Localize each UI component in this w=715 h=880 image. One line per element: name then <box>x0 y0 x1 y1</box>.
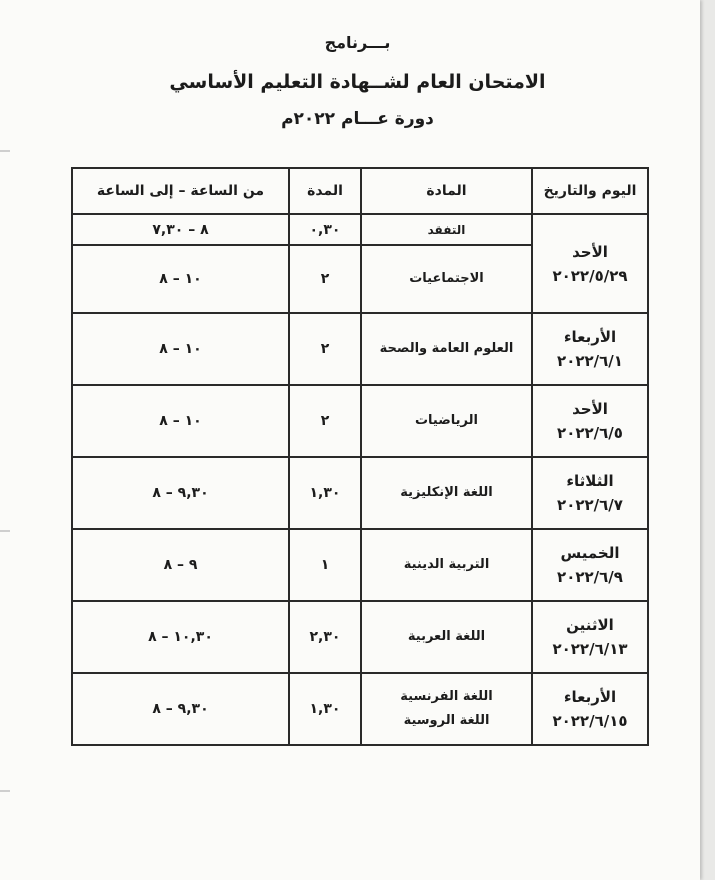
exam-date: ٢٠٢٢/٦/٧ <box>557 496 623 514</box>
duration-cell: ١,٣٠ <box>289 457 361 529</box>
day-name: الخميس <box>560 544 620 562</box>
column-header-subject: المادة <box>361 168 532 214</box>
document-title: بـــرنامج <box>324 33 391 52</box>
subject-cell: الرياضيات <box>361 385 532 457</box>
day-name: الثلاثاء <box>566 472 614 490</box>
day-name: الأحد <box>572 400 608 418</box>
day-name: الأربعاء <box>563 688 617 706</box>
table-row <box>72 601 648 673</box>
page-edge-mark <box>0 790 10 792</box>
exam-date: ٢٠٢٢/٦/١٣ <box>552 640 628 658</box>
column-header-duration: المدة <box>289 168 361 214</box>
time-cell: ١٠ – ٨ <box>72 245 289 313</box>
day-date-cell <box>532 313 648 385</box>
day-name: الأحد <box>572 242 608 261</box>
column-header-time: من الساعة – إلى الساعة <box>72 168 289 214</box>
table-header-row <box>72 168 648 214</box>
duration-cell: ٢ <box>289 385 361 457</box>
day-date-cell <box>532 601 648 673</box>
table-row <box>72 313 648 385</box>
time-cell: ١٠ – ٨ <box>72 313 289 385</box>
page-edge-mark <box>0 530 10 532</box>
exam-date: ٢٠٢٢/٦/١ <box>557 352 623 370</box>
day-name: الاثنين <box>566 616 614 634</box>
table-row <box>72 457 648 529</box>
table-row <box>72 214 648 245</box>
exam-schedule-table <box>71 167 649 746</box>
subject-line: اللغة الفرنسية <box>400 689 493 704</box>
duration-cell: ١,٣٠ <box>289 673 361 745</box>
time-cell: ٩,٣٠ – ٨ <box>72 457 289 529</box>
exam-date: ٢٠٢٢/٦/٩ <box>557 568 623 586</box>
subject-line: اللغة الروسية <box>403 713 490 728</box>
duration-cell: ٢,٣٠ <box>289 601 361 673</box>
table-row <box>72 529 648 601</box>
subject-cell: العلوم العامة والصحة <box>361 313 532 385</box>
subject-cell: اللغة الإنكليزية <box>361 457 532 529</box>
exam-date: ٢٠٢٢/٦/١٥ <box>552 712 628 730</box>
subject-cell: الاجتماعيات <box>361 245 532 313</box>
exam-session: دورة عـــام ٢٠٢٢م <box>281 109 434 129</box>
day-date-cell <box>532 214 648 313</box>
day-date-cell <box>532 529 648 601</box>
page-edge-mark <box>0 150 10 152</box>
document-subtitle: الامتحان العام لشــهادة التعليم الأساسي <box>169 71 546 93</box>
day-name: الأربعاء <box>563 328 617 346</box>
day-date-cell <box>532 673 648 745</box>
duration-cell: ١ <box>289 529 361 601</box>
duration-cell: ٢ <box>289 313 361 385</box>
time-cell: ١٠ – ٨ <box>72 385 289 457</box>
subject-cell <box>361 673 532 745</box>
time-cell: ٨ – ٧,٣٠ <box>72 214 289 245</box>
subject-cell: التفقد <box>361 214 532 245</box>
subject-cell: التربية الدينية <box>361 529 532 601</box>
duration-cell: ٢ <box>289 245 361 313</box>
exam-date: ٢٠٢٢/٦/٥ <box>557 424 623 442</box>
table-row <box>72 385 648 457</box>
day-date-cell <box>532 457 648 529</box>
subject-cell: اللغة العربية <box>361 601 532 673</box>
time-cell: ٩ – ٨ <box>72 529 289 601</box>
exam-date: ٢٠٢٢/٥/٢٩ <box>552 266 628 285</box>
duration-cell: ٠,٣٠ <box>289 214 361 245</box>
time-cell: ١٠,٣٠ – ٨ <box>72 601 289 673</box>
column-header-day: اليوم والتاريخ <box>532 168 648 214</box>
table-row <box>72 673 648 745</box>
time-cell: ٩,٣٠ – ٨ <box>72 673 289 745</box>
day-date-cell <box>532 385 648 457</box>
